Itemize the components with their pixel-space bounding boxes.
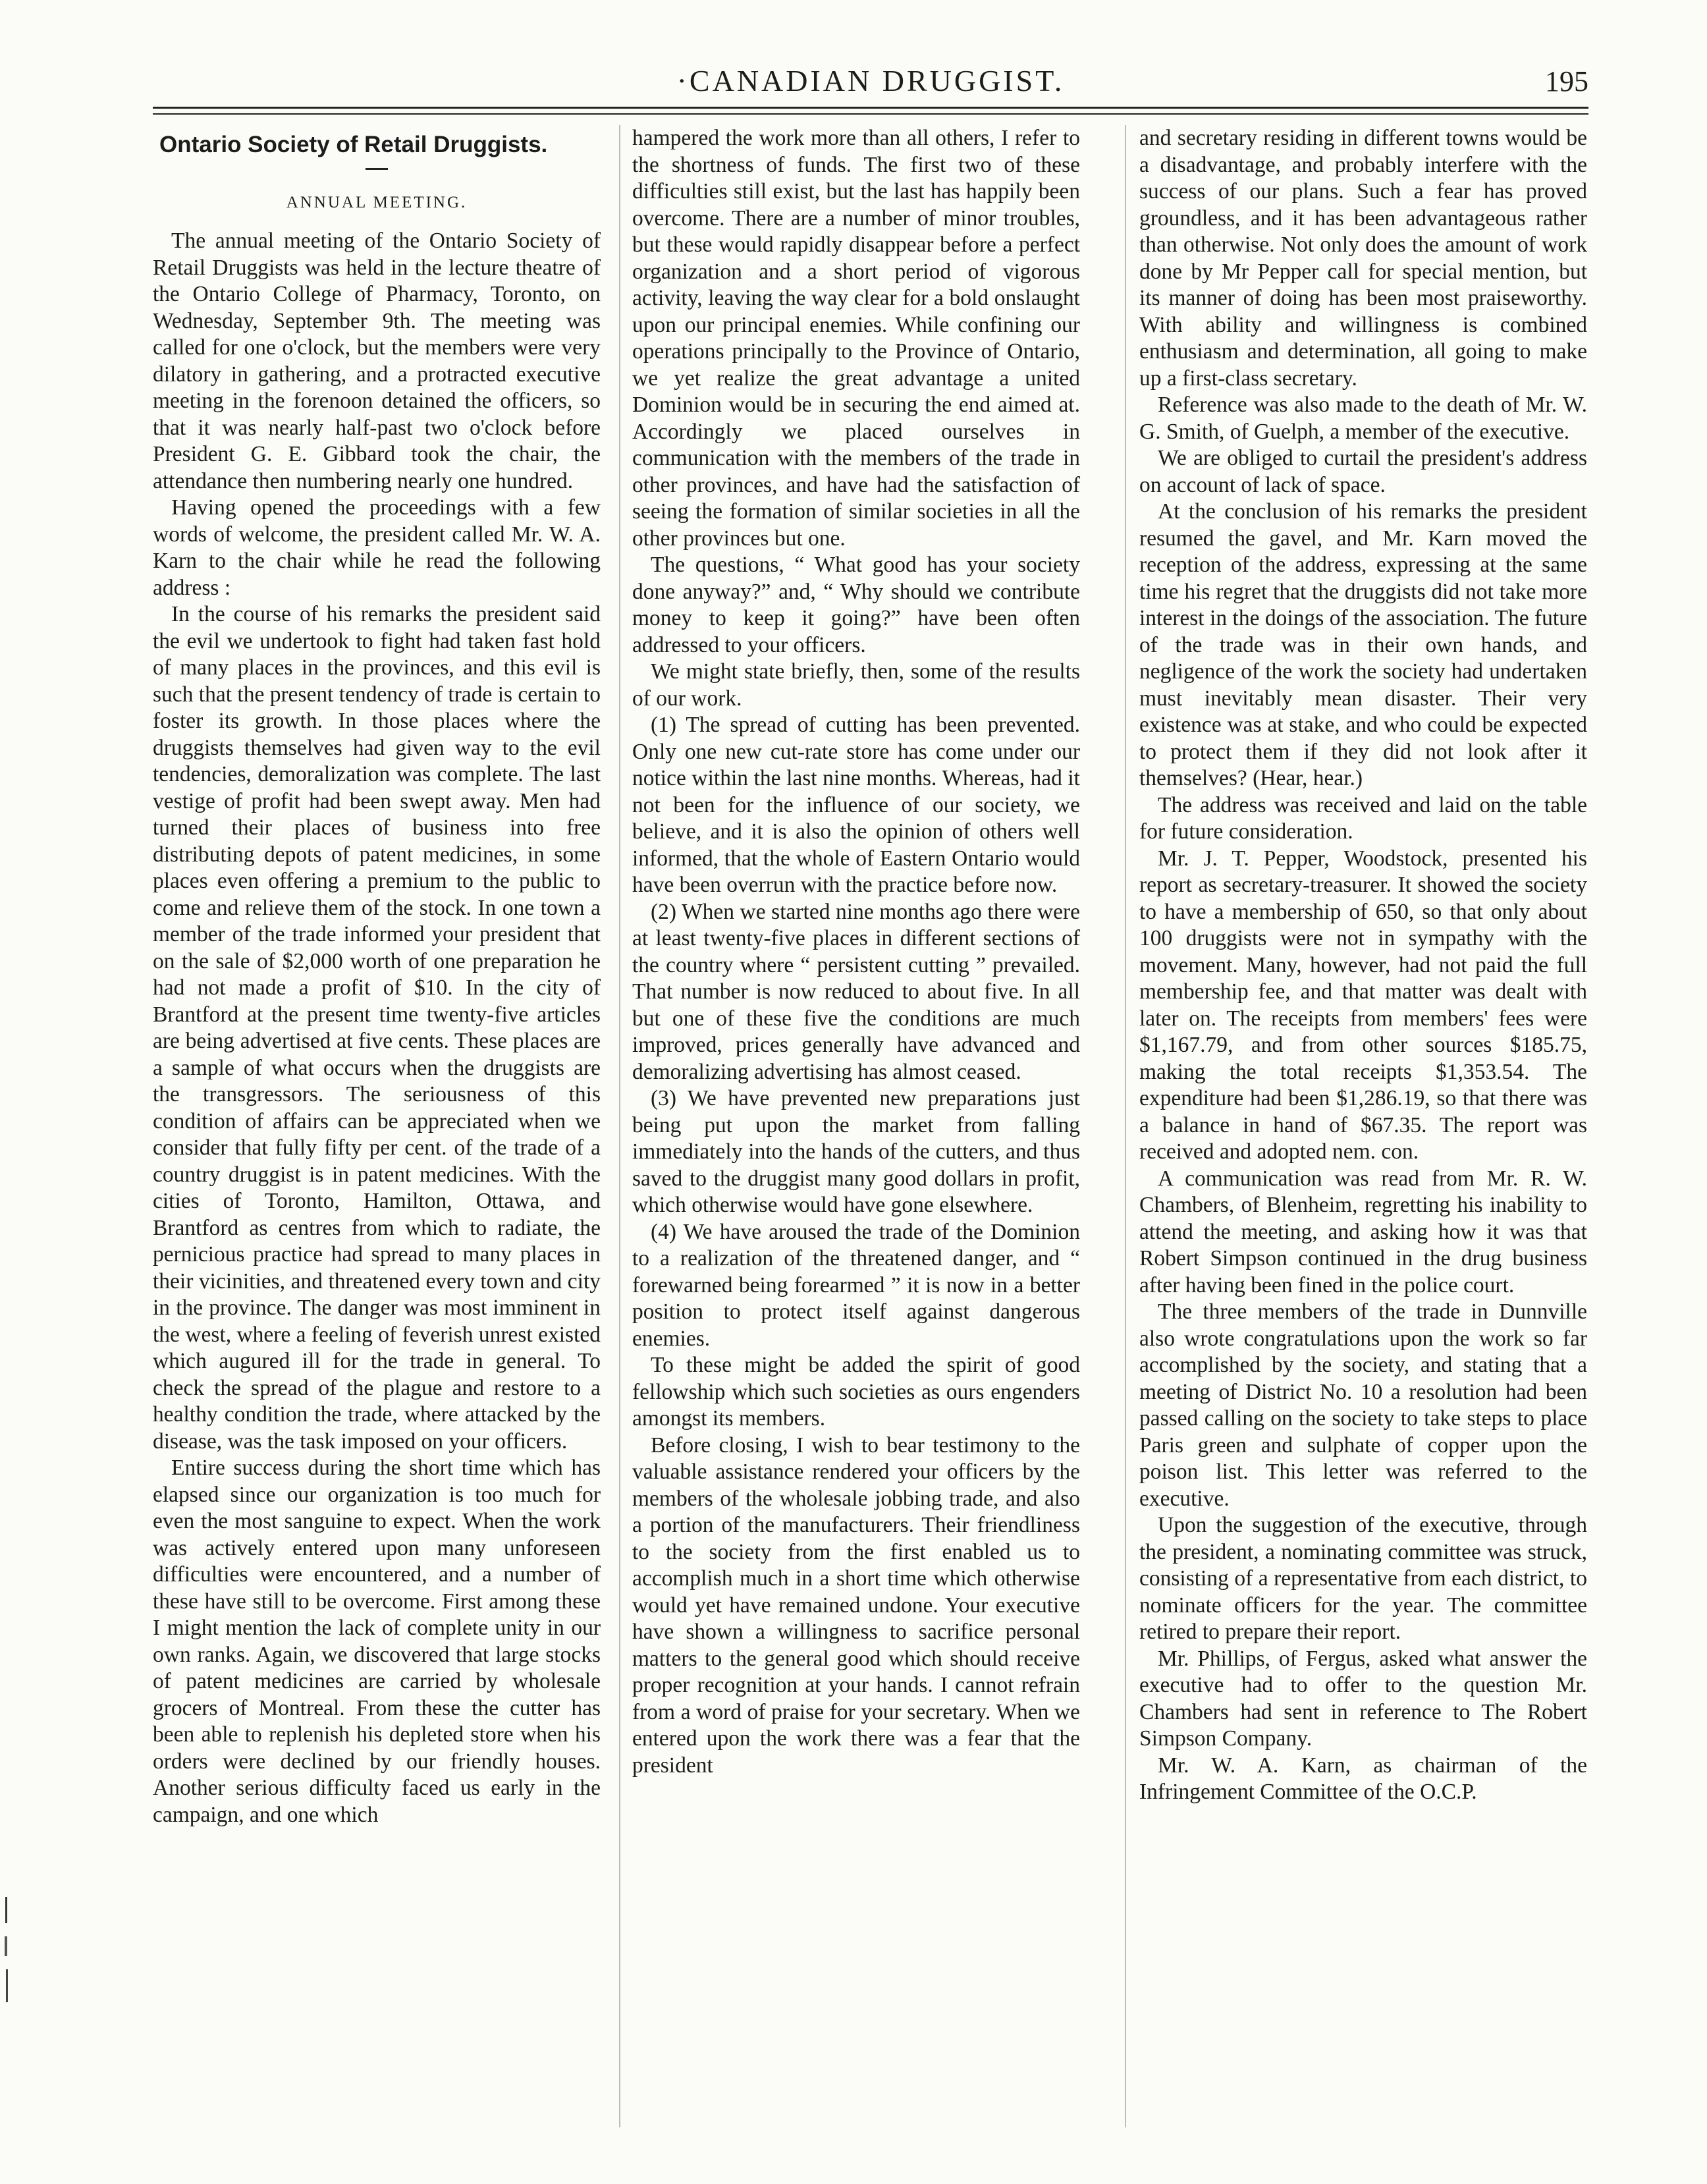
paragraph: Mr. J. T. Pepper, Woodstock, presented his report as secretary-treasurer. It showed the society to have a membership of 650, so that only about 100 druggists were not in sympathy with the movement. Many, however, had not paid the full membership fee, and that matter was dealt with later on. The receipts from members' fees were $1,167.79, and from other sources $185.75, making the total receipts $1,353.54. The expenditure had been $1,286.19, so that there was a balance in hand of $67.35. The report was received and adopted nem. con. — [1139, 846, 1587, 1164]
paragraph: (2) When we started nine months ago there were at least twenty-five places in different sections of the country where “ persistent cutting ” prevailed. That number is now reduced to about five. In all but one of these five the conditions are much improved, prices generally have advanced and demoralizing advertising has almost ceased. — [632, 899, 1080, 1084]
paragraph: A communication was read from Mr. R. W. Chambers, of Blenheim, regretting his inability to attend the meeting, and asking how it was that Robert Simpson continued in the drug business after having been fined in the police court. — [1139, 1166, 1587, 1297]
text-column-1 — [153, 125, 601, 2154]
text-column-2 — [632, 125, 1080, 2154]
paragraph: Mr. Phillips, of Fergus, asked what answer the executive had to offer to the question Mr. Chambers had sent in reference to The Robert Simpson Company. — [1139, 1646, 1587, 1751]
paragraph: (1) The spread of cutting has been prevented. Only one new cut-rate store has come under our notice within the last nine months. Whereas, had it not been for the influence of our society, we believe, and it is also the opinion of others well informed, that the whole of Eastern Ontario would have been overrun with the practice before now. — [632, 713, 1080, 897]
paragraph: hampered the work more than all others, I refer to the shortness of funds. The first two of these difficulties still exist, but the last has happily been overcome. There are a number of minor troubles, but these would rapidly disappear before a perfect organization and a short period of vigorous activity, leaving the way clear for a bold onslaught upon our principal enemies. While confining our operations principally to the Province of Ontario, we yet realize the great advantage a united Dominion would be in securing the end aimed at. Accordingly we placed ourselves in communication with the members of the trade in other provinces, and have had the satisfaction of seeing the formation of similar societies in all the other provinces but one. — [632, 126, 1080, 551]
page-number: 195 — [1545, 65, 1588, 97]
paragraph: To these might be added the spirit of good fellowship which such societies as ours engenders amongst its members. — [632, 1353, 1080, 1431]
paragraph: The address was received and laid on the table for future consideration. — [1139, 792, 1587, 844]
column-divider — [619, 125, 620, 2127]
column-divider — [1125, 125, 1126, 2127]
paragraph: The questions, “ What good has your society done anyway?” and, “ Why should we contribute money to keep it going?” have been often addressed to your officers. — [632, 553, 1080, 657]
journal-title: ·CANADIAN DRUGGIST. — [676, 64, 1065, 97]
article-subtitle: ANNUAL MEETING. — [286, 193, 468, 211]
paragraph: At the conclusion of his remarks the president resumed the gavel, and Mr. Karn moved the reception of the address, expressing at the same time his regret that the druggists did not take more interest in the doings of the association. The future of the trade was in their own hands, and negligence of the work the society had undertaken must inevitably mean disaster. Their very existence was at stake, and who could be expected to protect them if they did not look after it themselves? (Hear, hear.) — [1139, 499, 1587, 790]
paragraph: In the course of his remarks the president said the evil we undertook to fight had taken fast hold of many places in the provinces, and this evil is such that the present tendency of trade is certain to foster its growth. In those places where the druggists themselves had given way to the evil tendencies, demoralization was complete. The last vestige of profit had been swept away. Men had turned their places of business into free distributing depots of patent medicines, in some places even offering a premium to the public to come and relieve them of the stock. In one town a member of the trade informed your president that on the sale of $2,000 worth of one preparation he had not made a profit of $10. In the city of Brantford at the present time twenty-five articles are being advertised at five cents. These places are a sample of what occurs when the druggists are the transgressors. The seriousness of this condition of affairs can be appreciated when we consider that fully fifty per cent. of the trade of a country druggist is in patent medicines. With the cities of Toronto, Hamilton, Ottawa, and Brantford as centres from which to radiate, the pernicious practice had spread to many places in their vicinities, and threatened every town and city in the province. The danger was most imminent in the west, where a feeling of feverish unrest existed which augured ill for the trade in general. To check the spread of the plague and restore to a healthy condition the trade, where attacked by the disease, was the task imposed on your officers. — [153, 602, 601, 1454]
page-header — [153, 63, 1588, 103]
paragraph: We might state briefly, then, some of the results of our work. — [632, 659, 1080, 711]
paragraph: Having opened the proceedings with a few words of welcome, the president called Mr. W. A. Karn to the chair while he read the following address : — [153, 495, 601, 600]
title-rule — [366, 168, 388, 170]
paragraph: (3) We have prevented new preparations just being put upon the market from falling immediately into the hands of the cutters, and thus saved to the druggist many good dollars in profit, which otherwise would have gone elsewhere. — [632, 1086, 1080, 1217]
article-title: Ontario Society of Retail Druggists. — [159, 132, 548, 157]
paragraph: Entire success during the short time which has elapsed since our organization is too much for even the most sanguine to expect. When the work was actively entered upon many unforeseen difficulties were encountered, and a number of these have still to be overcome. First among these I might mention the lack of complete unity in our own ranks. Again, we discovered that large stocks of patent medicines are carried by wholesale grocers of Montreal. From these the cutter has been able to replenish his depleted store when his orders were declined by our friendly houses. Another serious difficulty faced us early in the campaign, and one which — [153, 1456, 601, 1827]
paragraph: Before closing, I wish to bear testimony to the valuable assistance rendered your officers by the members of the wholesale jobbing trade, and also a portion of the manufacturers. Their friendliness to the society from the first enabled us to accomplish much in a short time which otherwise would yet have remained undone. Your executive have shown a willingness to sacrifice personal matters to the general good which should receive proper recognition at your hands. I cannot refrain from a word of praise for your secretary. When we entered upon the work there was a fear that the president — [632, 1433, 1080, 1778]
paragraph: We are obliged to curtail the president's address on account of lack of space. — [1139, 446, 1587, 497]
header-rule — [153, 107, 1588, 109]
scan-artifact — [4, 1897, 11, 2009]
paragraph: Reference was also made to the death of Mr. W. G. Smith, of Guelph, a member of the executive. — [1139, 393, 1587, 444]
text-column-3 — [1139, 125, 1587, 2154]
paragraph: The three members of the trade in Dunnville also wrote congratulations upon the work so far accomplished by the society, and stating that a meeting of District No. 10 a resolution had been passed calling on the society to take steps to place Paris green and sulphate of copper upon the poison list. This letter was referred to the executive. — [1139, 1299, 1587, 1511]
paragraph: (4) We have aroused the trade of the Dominion to a realization of the threatened danger, and “ forewarned being forearmed ” it is now in a better position to protect itself against dangerous enemies. — [632, 1219, 1080, 1351]
paragraph: Mr. W. A. Karn, as chairman of the Infringement Committee of the O.C.P. — [1139, 1753, 1587, 1804]
paragraph: and secretary residing in different towns would be a disadvantage, and probably interfere with the success of our plans. Such a fear has proved groundless, and it has been advantageous rather than otherwise. Not only does the amount of work done by Mr Pepper call for special mention, but its manner of doing has been most praiseworthy. With ability and willingness is combined enthusiasm and determination, all going to make up a first-class secretary. — [1139, 126, 1587, 391]
paragraph: Upon the suggestion of the executive, through the president, a nominating committee was struck, consisting of a representative from each district, to nominate officers for the year. The committee retired to prepare their report. — [1139, 1513, 1587, 1644]
paragraph: The annual meeting of the Ontario Society of Retail Druggists was held in the lecture theatre of the Ontario College of Pharmacy, Toronto, on Wednesday, September 9th. The meeting was called for one o'clock, but the members were very dilatory in gathering, and a protracted executive meeting in the forenoon detained the officers, so that it was nearly half-past two o'clock before President G. E. Gibbard took the chair, the attendance then numbering nearly one hundred. — [153, 229, 601, 493]
header-rule-secondary — [153, 113, 1588, 115]
